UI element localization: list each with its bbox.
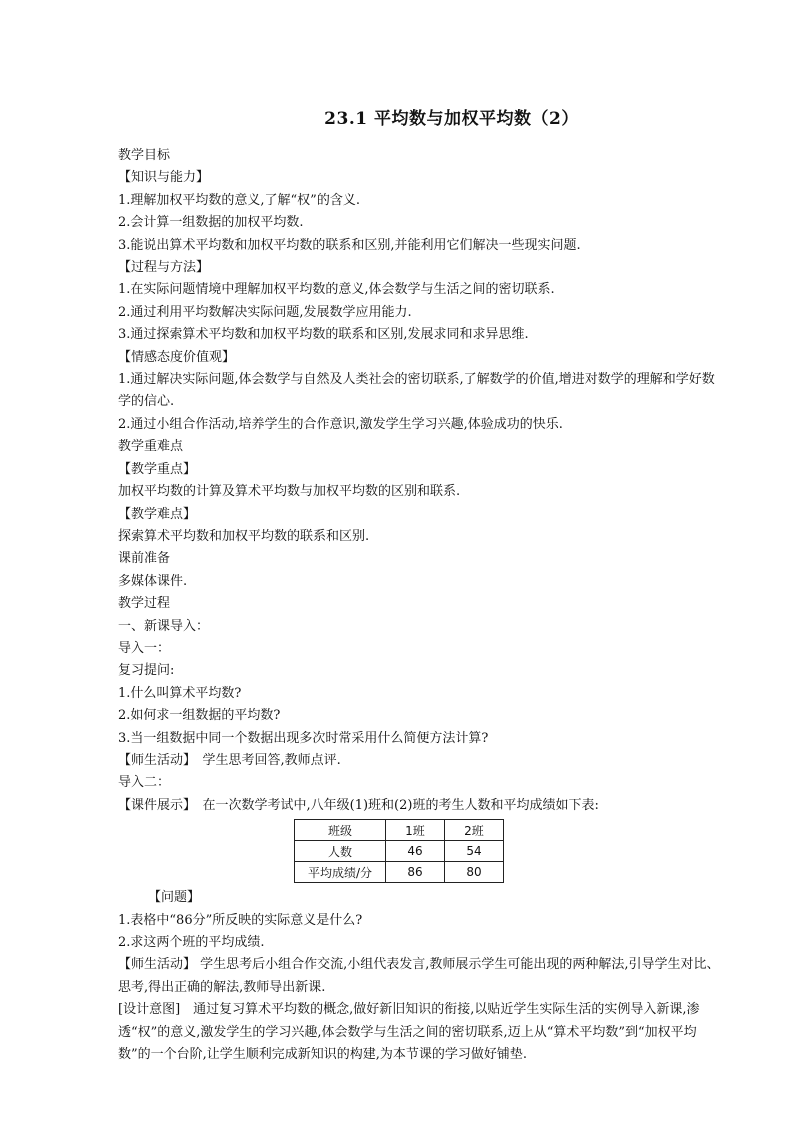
table-cell: 80 <box>445 862 504 883</box>
body-text-line: 【情感态度价值观】 <box>118 349 236 365</box>
body-text-line: 1.什么叫算术平均数? <box>118 685 242 701</box>
table-row <box>295 820 504 841</box>
body-text-line: 2.通过利用平均数解决实际问题,发展数学应用能力. <box>118 304 412 320</box>
table-cell: 班级 <box>295 820 386 841</box>
body-text-line: 课前准备 <box>118 551 171 567</box>
body-text-line: 2.通过小组合作活动,培养学生的合作意识,激发学生学习兴趣,体验成功的快乐. <box>118 416 563 432</box>
table-cell: 1班 <box>386 820 445 841</box>
section-questions-and-design <box>118 910 725 1067</box>
body-text-line: 加权平均数的计算及算术平均数与加权平均数的区别和联系. <box>118 484 461 500</box>
body-text-line: 探索算术平均数和加权平均数的联系和区别. <box>118 528 370 544</box>
page-title: 23.1 平均数与加权平均数（2） <box>324 109 579 129</box>
section-objectives-and-process <box>118 145 725 817</box>
body-text-line: 复习提问: <box>118 663 175 679</box>
table-cell: 86 <box>386 862 445 883</box>
body-text-line: 2.求这两个班的平均成绩. <box>118 935 265 950</box>
body-text-line: 导入二： <box>118 775 171 791</box>
table-cell: 平均成绩/分 <box>295 862 386 883</box>
body-text-line: 【教学重点】 <box>118 461 197 477</box>
body-text-line: 【教学难点】 <box>118 506 197 522</box>
body-text-line: 教学重难点 <box>118 439 184 455</box>
table-cell: 54 <box>445 841 504 862</box>
body-text-line: 导入一： <box>118 640 171 656</box>
body-text-line: 2.如何求一组数据的平均数? <box>118 708 281 724</box>
body-text-line: 【过程与方法】 <box>118 260 210 276</box>
body-text-line: 1.表格中“86分”所反映的实际意义是什么? <box>118 912 363 928</box>
question-header: 【问题】 <box>148 890 201 906</box>
table-row <box>295 841 504 862</box>
body-text-line: 3.能说出算术平均数和加权平均数的联系和区别,并能利用它们解决一些现实问题. <box>118 237 581 253</box>
table-cell: 人数 <box>295 841 386 862</box>
body-text-line: 【师生活动】 学生思考回答,教师点评. <box>118 752 341 768</box>
body-text-line: 1.在实际问题情境中理解加权平均数的意义,体会数学与生活之间的密切联系. <box>118 282 555 298</box>
body-text-line: 2.会计算一组数据的加权平均数. <box>118 215 304 231</box>
body-text-line: 1.理解加权平均数的意义,了解“权”的含义. <box>118 192 360 208</box>
body-text-line: [设计意图] 通过复习算术平均数的概念,做好新旧知识的衔接,以贴近学生实际生活的实例导入新课,渗透“权”的意义,激发学生的学习兴趣,体会数学与生活之间的密切联系,迈上从“算术平均数”到“加权平均数”的一个台阶,让学生顺利完成新知识的构建,为本节课的学习做好铺垫. <box>118 1002 700 1063</box>
body-text-line: 教学目标 <box>118 148 171 163</box>
table-cell: 2班 <box>445 820 504 841</box>
body-text-line: 【师生活动】 学生思考后小组合作交流,小组代表发言,教师展示学生可能出现的两种解法,引导学生对比、思考,得出正确的解法,教师导出新课. <box>118 957 720 995</box>
body-text-line: 【课件展示】 在一次数学考试中,八年级(1)班和(2)班的考生人数和平均成绩如下表: <box>118 797 599 813</box>
body-text-line: 1.通过解决实际问题,体会数学与自然及人类社会的密切联系,了解数学的价值,增进对数学的理解和学好数学的信心. <box>118 372 715 410</box>
body-text-line: 一、新课导入： <box>118 618 210 634</box>
table-cell: 46 <box>386 841 445 862</box>
body-text-line: 【知识与能力】 <box>118 170 210 186</box>
table-row <box>295 862 504 883</box>
body-text-line: 教学过程 <box>118 596 171 612</box>
body-text-line: 3.当一组数据中同一个数据出现多次时常采用什么简便方法计算? <box>118 730 489 746</box>
body-text-line: 多媒体课件. <box>118 573 188 589</box>
class-score-table <box>294 819 504 883</box>
body-text-line: 3.通过探索算术平均数和加权平均数的联系和区别,发展求同和求异思维. <box>118 327 529 343</box>
